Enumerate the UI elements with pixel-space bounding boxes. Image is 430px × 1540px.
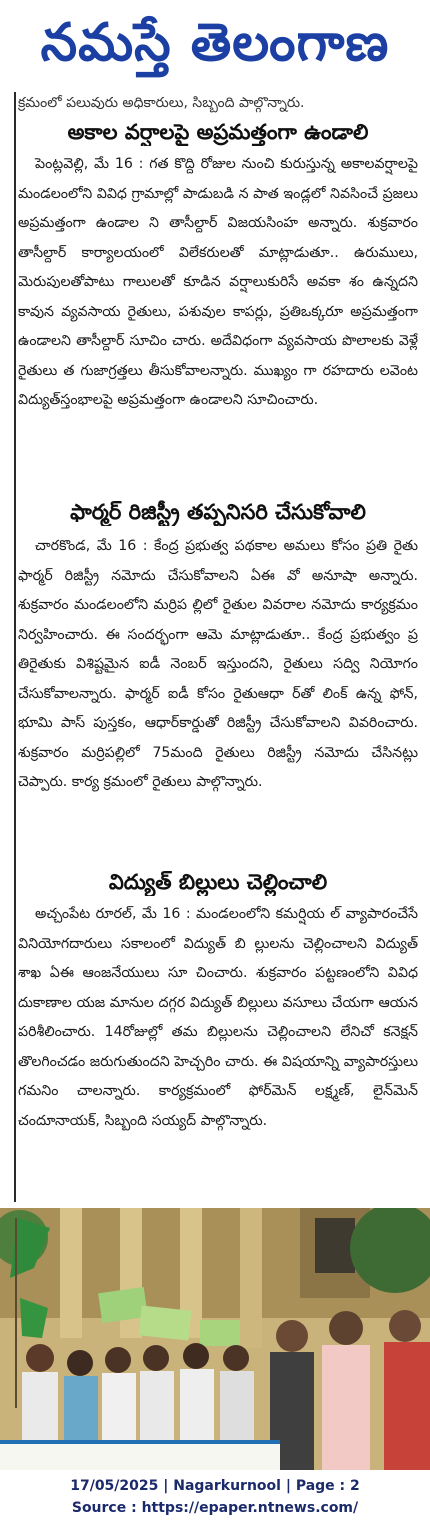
article-1-body: పెంట్లవెల్లి, మే 16 : గత కొద్ది రోజుల నుంచి కురుస్తున్న అకాలవర్షాలపై మండలంలోని వివిధ గ్రామాల్లో పాడుబడి న పాత ఇండ్లలో నివసించే ప్రజలు అప్రమత్తంగా ఉండాల ని తాసీల్దార్ విజయసింహ అన్నారు. శుక్రవారం తాసీల్దార్ కార్యాలయంలో విలేకరులతో మాట్లాడుతూ.. ఉరుములు, మెరుపులతోపాటు గాలులతో కూడిన వర్షాలుకురిసే అవకా శం ఉన్నదని కావున వ్యవసాయ రైతులు, పశువుల కాపర్లు, ప్రతిఒక్కరూ అప్రమత్తంగా ఉండాలని తాసీల్దార్ సూచిం చారు. అదేవిధంగా వ్యవసాయ పొలాలకు వెళ్లే రైతులు త గుజాగ్రత్తలు తీసుకోవాలన్నారు. ముఖ్యం గా రహదారు లవెంట విద్యుత్‌స్తంభాలపై అప్రమత్తంగా ఉండాలని సూచించారు. xyxy=(18,156,418,408)
clipped-previous-article-line: క్రమంలో పలువురు అధికారులు, సిబ్బంది పాల్గొన్నారు. xyxy=(18,95,305,111)
footer-date-edition-page: 17/05/2025 | Nagarkurnool | Page : 2 xyxy=(70,1478,360,1494)
article-1-headline: అకాల వర్షాలపై అప్రమత్తంగా ఉండాలి xyxy=(67,120,369,144)
photo-illustration xyxy=(0,1208,430,1470)
article-2-body: చారకొండ, మే 16 : కేంద్ర ప్రభుత్వ పథకాల అమలు కోసం ప్రతి రైతు ఫార్మర్ రిజిస్ట్రీ నమోదు చేసుకోవాలని ఏఈ వో అనూషా అన్నారు. శుక్రవారం మండలంలోని మర్రిప ల్లిలో రైతుల వివరాల నమోదు కార్యక్రమం నిర్వహించారు. ఈ సందర్భంగా ఆమె మాట్లాడుతూ.. కేంద్ర ప్రభుత్వం ప్ర తిరైతుకు విశిష్టమైన ఐడీ నెంబర్ ఇస్తుందని, రైతులు సద్వి నియోగం చేసుకోవాలన్నారు. ఫార్మర్ ఐడీ కోసం రైతుఆధా ర్‌తో లింక్ ఉన్న ఫోన్, భూమి పాస్ పుస్తకం, ఆధార్‌కార్డుతో రిజిస్ట్రీ చేసుకోవాలని వివరించారు. శుక్రవారం మర్రిపల్లిలో 75మంది రైతులు రిజిస్ట్రీ నమోదు చేసినట్లు చెప్పారు. కార్య క్రమంలో రైతులు పాల్గొన్నారు. xyxy=(18,538,418,790)
article-2-headline: ఫార్మర్ రిజిస్ట్రీ తప్పనిసరి చేసుకోవాలి xyxy=(70,500,366,524)
news-photo-farmers-rally xyxy=(0,1208,430,1470)
masthead-logo: నమస్తే తెలంగాణ xyxy=(40,13,390,73)
masthead xyxy=(0,0,430,86)
article-3-body: అచ్చంపేట రూరల్, మే 16 : మండలంలోని కమర్షియ ల్ వ్యాపారంచేసే వినియోగదారులు సకాలంలో విద్యుత్ బి ల్లులను చెల్లించాలని విద్యుత్ శాఖ ఏఈ ఆంజనేయులు సూ చించారు. శుక్రవారం పట్టణంలోని వివిధ దుకాణాల యజ మానుల దగ్గర విద్యుత్ బిల్లులు వసూలు చేయగా ఆయన పరిశీలించారు. 14రోజుల్లో తమ బిల్లులను చెల్లించాలని లేనిచో కనెక్షన్ తొలగించడం జరుగుతుందని హెచ్చరిం చారు. ఈ విషయాన్ని వ్యాపారస్తులు గమనిం చాలన్నారు. కార్యక్రమంలో ఫోర్‌మెన్ లక్ష్మణ్, లైన్‌మెన్ చందూనాయక్, సిబ్బంది సయ్యద్ పాల్గొన్నారు. xyxy=(18,906,418,1129)
footer-source-url[interactable]: Source : https://epaper.ntnews.com/ xyxy=(71,1500,359,1516)
article-3-headline: విద్యుత్ బిల్లులు చెల్లించాలి xyxy=(108,870,328,894)
